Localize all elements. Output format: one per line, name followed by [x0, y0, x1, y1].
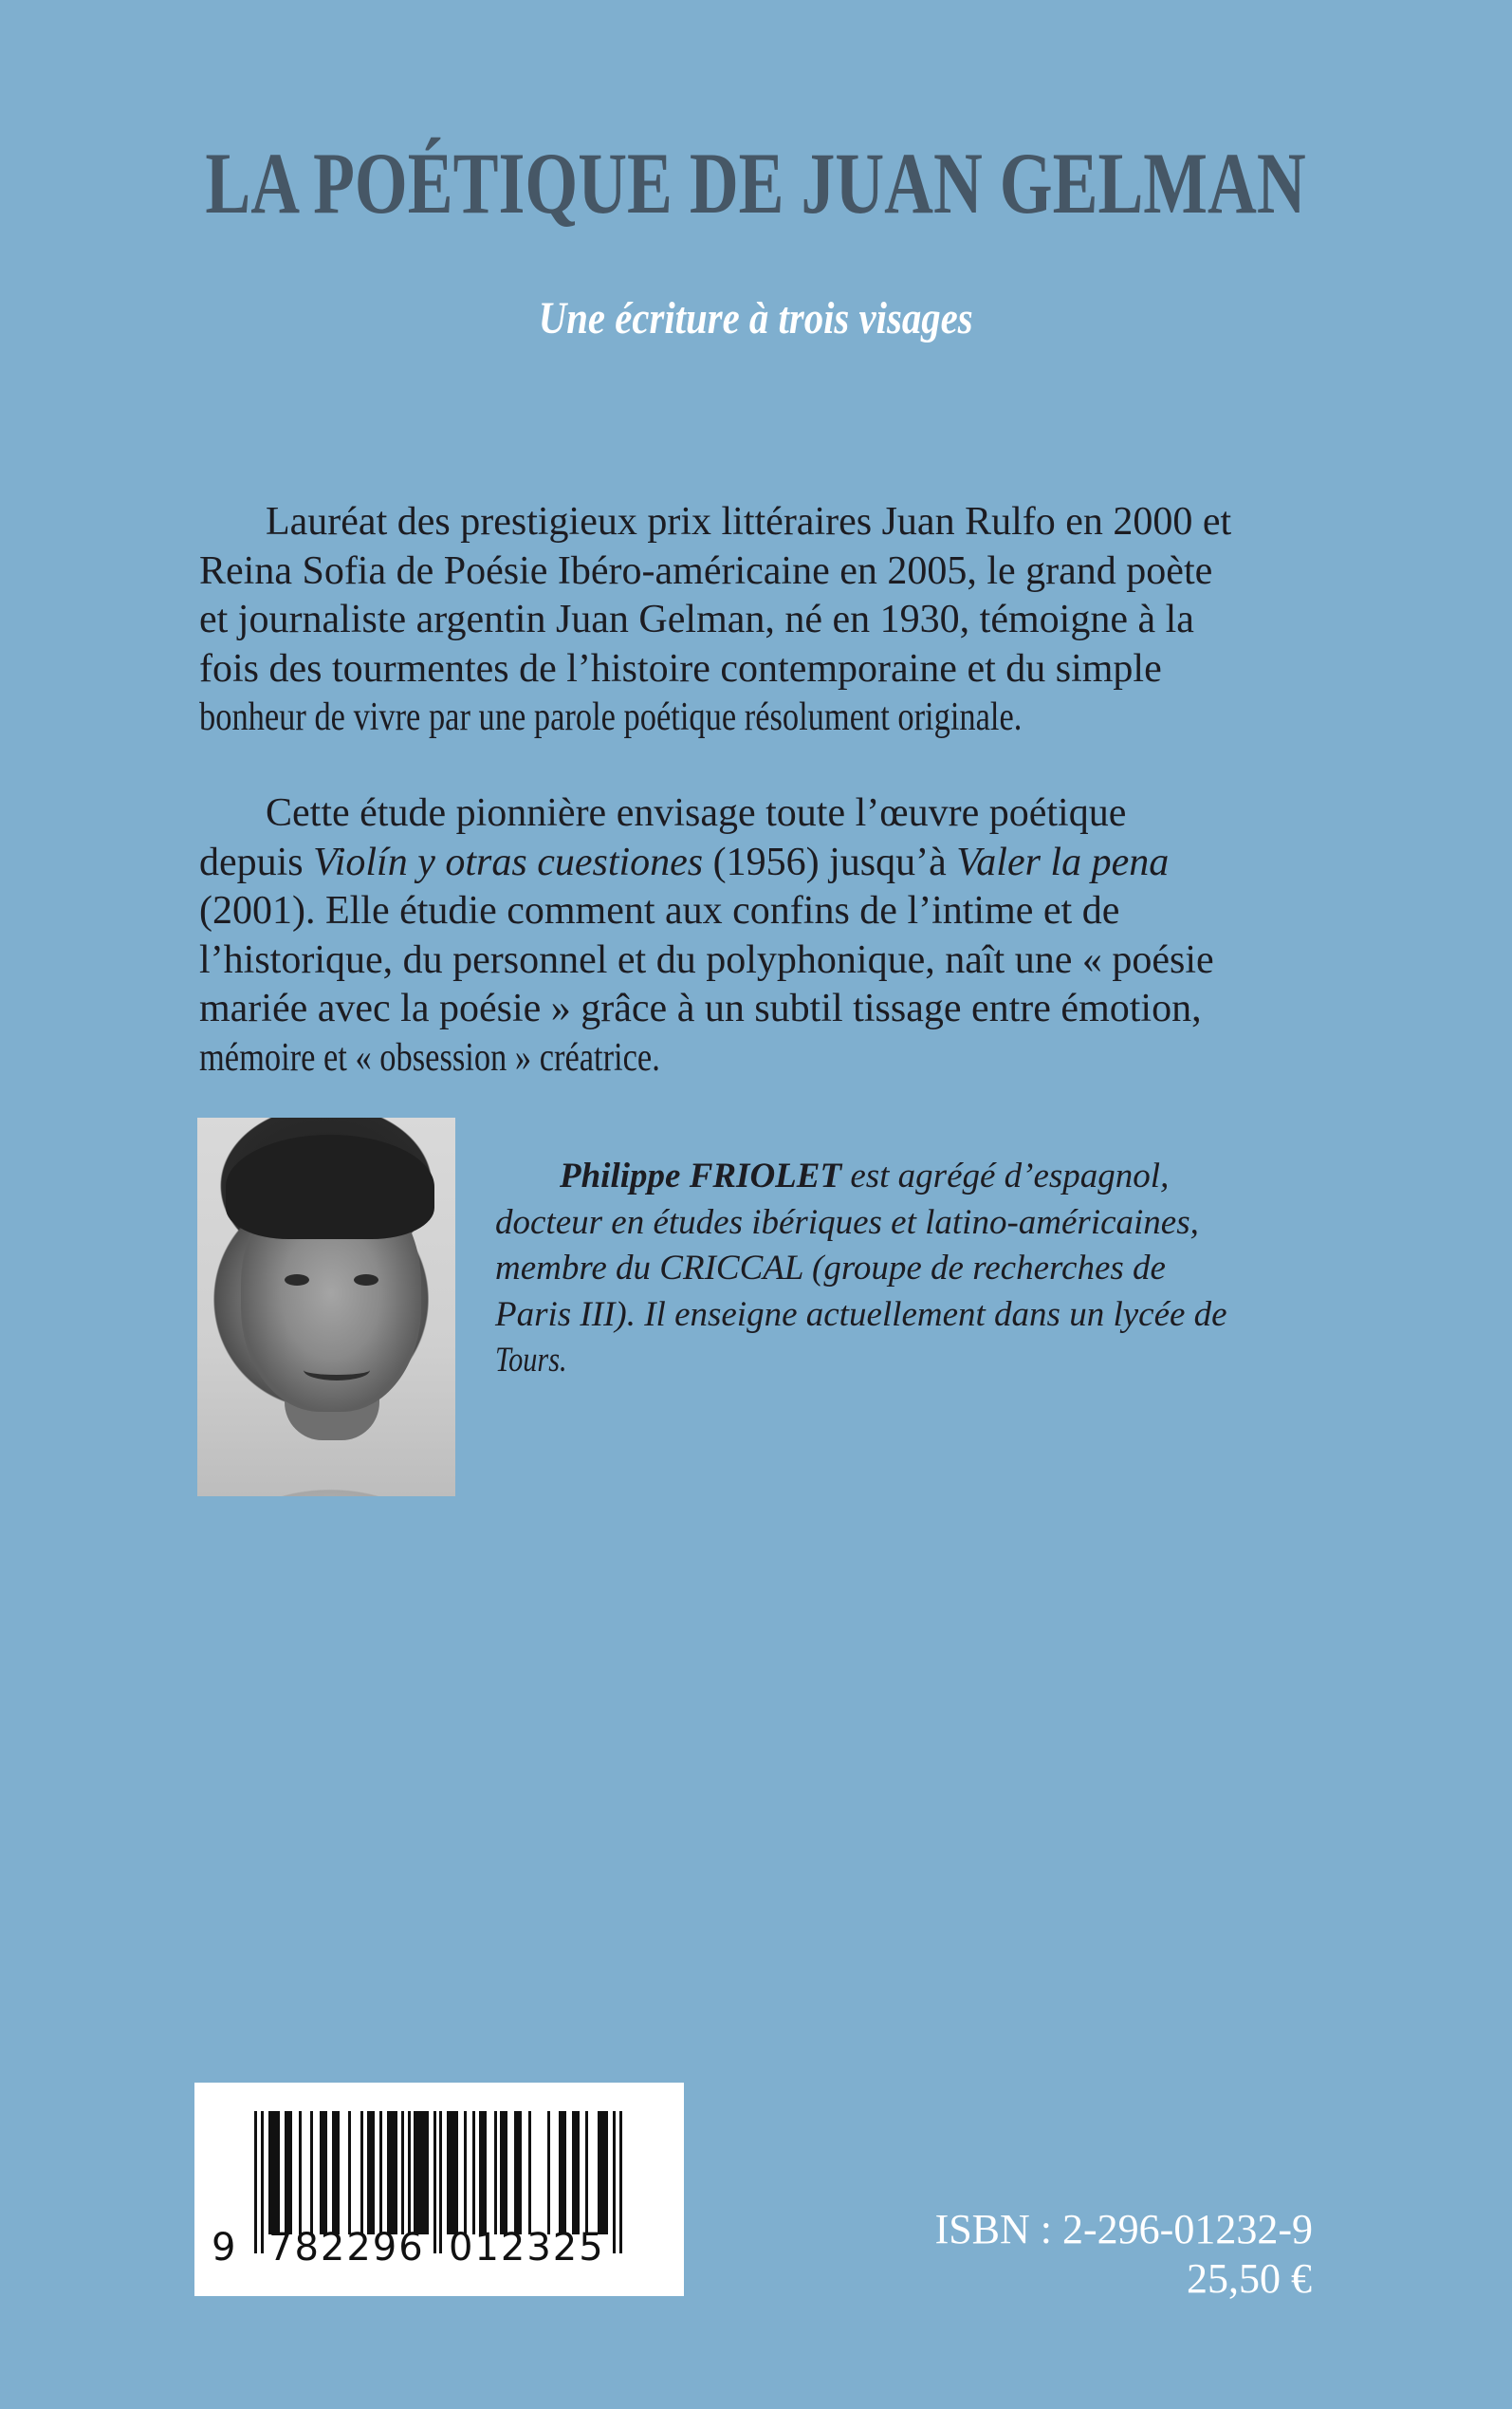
blurb-line: Lauréat des prestigieux prix littéraires Juan Rulfo en 2000 et: [266, 500, 1232, 544]
photo-hair: [226, 1135, 434, 1239]
blurb-paragraph-2: [199, 789, 1313, 1083]
price: 25,50 €: [1187, 2255, 1312, 2302]
blurb-line: l’historique, du personnel et du polyphonique, naît une « poésie: [199, 937, 1214, 982]
photo-eye: [354, 1274, 378, 1286]
blurb-line: et journaliste argentin Juan Gelman, né en 1930, témoigne à la: [199, 598, 1194, 641]
blurb-paragraph-1: [199, 498, 1313, 743]
book-title: LA POÉTIQUE DE JUAN GELMAN: [205, 135, 1306, 232]
blurb-line: Cette étude pionnière envisage toute l’œuvre poétique: [266, 791, 1127, 835]
author-name: Philippe FRIOLET: [560, 1157, 842, 1195]
author-bio-line: docteur en études ibériques et latino-américaines,: [495, 1202, 1199, 1242]
barcode-digits-left: 782296: [268, 2226, 425, 2270]
blurb-line: mariée avec la poésie » grâce à un subtil tissage entre émotion,: [199, 987, 1202, 1030]
barcode-digits-right: 012325: [449, 2226, 605, 2270]
barcode-digit-first: 9: [212, 2226, 236, 2270]
blurb-line: mémoire et « obsession » créatrice.: [199, 1035, 660, 1080]
blurb-line: (2001). Elle étudie comment aux confins de l’intime et de: [199, 889, 1120, 933]
photo-mouth: [304, 1360, 370, 1381]
barcode: [194, 2083, 684, 2296]
author-bio: [495, 1154, 1313, 1384]
blurb-line: fois des tourmentes de l’histoire contemporaine et du simple: [199, 646, 1162, 691]
book-reference-italic: Valer la pena: [956, 840, 1170, 884]
author-bio-line: Philippe FRIOLET est agrégé d’espagnol,: [560, 1157, 1170, 1195]
author-bio-line: Paris III). Il enseigne actuellement dans un lycée de: [495, 1294, 1227, 1334]
photo-eye: [285, 1274, 309, 1286]
book-reference-italic: Violín y otras cuestiones: [313, 840, 704, 884]
isbn: ISBN : 2-296-01232-9: [934, 2206, 1313, 2252]
author-bio-line: membre du CRICCAL (groupe de recherches de: [495, 1249, 1166, 1288]
blurb-line: Reina Sofia de Poésie Ibéro-américaine en 2005, le grand poète: [199, 548, 1213, 593]
blurb-line: bonheur de vivre par une parole poétique résolument originale.: [199, 695, 1023, 739]
author-bio-line: Tours.: [495, 1341, 567, 1380]
book-subtitle: Une écriture à trois visages: [538, 293, 973, 343]
author-photo: [197, 1118, 455, 1496]
blurb-line: depuis Violín y otras cuestiones (1956) jusqu’à Valer la pena: [199, 840, 1170, 884]
